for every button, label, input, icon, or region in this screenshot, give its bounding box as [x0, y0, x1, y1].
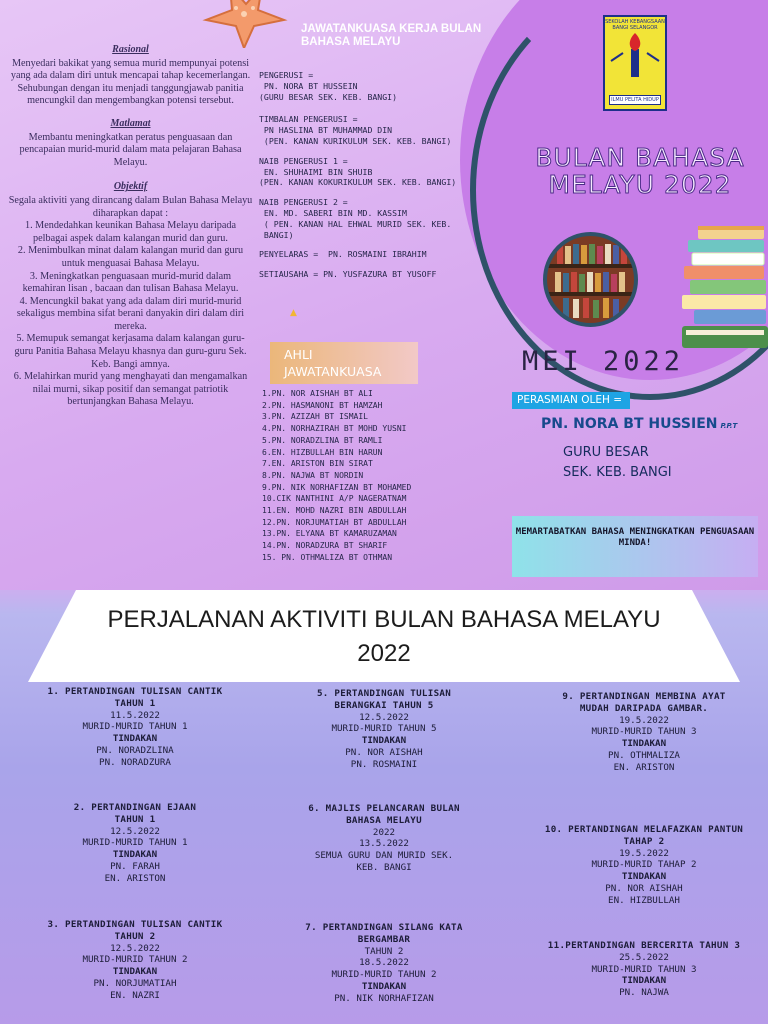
committee-block: PENYELARAS = PN. ROSMAINI IBRAHIM — [259, 249, 427, 260]
member-item: 15. PN. OTHMALIZA BT OTHMAN — [262, 552, 393, 562]
objektif-item: 6. Melahirkan murid yang menghayati dan mengamalkan nilai murni, sikap positif dan semangat patriotik bertunjangkan Bahasa Melayu. — [13, 371, 248, 408]
activity-tindakan: TINDAKAN — [621, 975, 667, 987]
book-stack-icon — [678, 222, 768, 352]
member-item: 2.PN. HASMANONI BT HAMZAH — [262, 400, 383, 410]
rasional-heading: Rasional — [112, 44, 149, 55]
activity-participants: MURID-MURID TAHUN 3 — [591, 963, 697, 975]
member-item: 5.PN. NORADZLINA BT RAMLI — [262, 435, 383, 445]
officiant-role — [563, 443, 672, 483]
activity-participants: MURID-MURID TAHUN 2 — [331, 969, 437, 981]
activity-date: 13.5.2022 — [359, 838, 409, 850]
committee-block: PENGERUSI = PN. NORA BT HUSSEIN (GURU BESAR SEK. KEB. BANGI) — [259, 70, 398, 102]
activity-tindakan: TINDAKAN — [361, 735, 407, 747]
officiant-name — [541, 416, 737, 432]
activity-tindakan: TINDAKAN — [112, 966, 158, 978]
logo-motto: ILMU PELITA HIDUP — [609, 95, 661, 105]
member-item: 4.PN. NORHAZIRAH BT MOHD YUSNI — [262, 424, 407, 434]
activity-tindakan: TINDAKAN — [112, 733, 158, 745]
activity-date: 12.5.2022 — [110, 825, 160, 837]
activity-staff: PN. NORADZURA — [99, 756, 171, 768]
matlamat-text: Membantu meningkatkan peratus penguasaan dan pencapaian murid-murid dalam mata pelajaran Bahasa Melayu. — [19, 131, 242, 168]
activity-participants: SEMUA GURU DAN MURID SEK. KEB. BANGI — [314, 850, 454, 873]
member-item: 8.PN. NAJWA BT NORDIN — [262, 470, 364, 480]
activity-date: 12.5.2022 — [110, 942, 160, 954]
starfish-icon — [196, 0, 292, 48]
activity-card — [524, 940, 764, 999]
member-item: 12.PN. NORJUMATIAH BT ABDULLAH — [262, 517, 407, 527]
activity-date: 11.5.2022 — [110, 709, 160, 721]
committee-block: NAIB PENGERUSI 1 = EN. SHUHAIMI BIN SHUIB (PEN. KANAN KOKURIKULUM SEK. KEB. BANGI) — [259, 155, 457, 188]
member-list — [262, 388, 411, 564]
activity-tindakan: TINDAKAN — [621, 871, 667, 883]
activity-date-pre: 2022 — [372, 826, 396, 838]
school-logo — [603, 15, 667, 111]
activity-staff: PN. NOR AISHAH — [605, 882, 683, 894]
member-item: 10.CIK NANTHINI A/P NAGERATNAM — [262, 494, 407, 504]
activity-participants: MURID-MURID TAHAP 2 — [591, 859, 697, 871]
activity-card — [15, 686, 255, 769]
activity-staff: EN. HIZBULLAH — [608, 894, 680, 906]
activity-staff: PN. OTHMALIZA — [608, 749, 680, 761]
activity-participants: MURID-MURID TAHUN 1 — [82, 721, 188, 733]
activity-title: 3. PERTANDINGAN TULISAN CANTIK TAHUN 2 — [47, 919, 223, 942]
objektif-item: 4. Mencungkil bakat yang ada dalam diri murid-murid sekaligus membina sifat berani danyakin diri dalam diri mereka. — [16, 295, 245, 332]
objektif-item: 5. Memupuk semangat kerjasama dalam kalangan guru-guru Panitia Bahasa Melayu khasnya dan guru-guru Sek. Keb. Bangi amnya. — [14, 333, 247, 370]
committee-block: NAIB PENGERUSI 2 = EN. MD. SABERI BIN MD. KASSIM ( PEN. KANAN HAL EHWAL MURID SEK. KEB. BANGI) — [259, 197, 452, 240]
activity-date: 25.5.2022 — [619, 951, 669, 963]
event-title: BULAN BAHASA MELAYU 2022 — [535, 143, 745, 199]
member-item: 7.EN. ARISTON BIN SIRAT — [262, 459, 373, 469]
activity-title: 10. PERTANDINGAN MELAFAZKAN PANTUN TAHAP 2 — [544, 824, 744, 847]
activity-title: 9. PERTANDINGAN MEMBINA AYAT MUDAH DARIPADA GAMBAR. — [562, 691, 726, 714]
objektif-item: 2. Menimbulkan minat dalam kalangan murid dan guru untuk menguasai Bahasa Melayu. — [17, 245, 244, 269]
activity-tindakan: TINDAKAN — [621, 738, 667, 750]
committee-block: SETIAUSAHA = PN. YUSFAZURA BT YUSOFF — [259, 269, 437, 280]
activity-staff: PN. NORADZLINA — [96, 744, 174, 756]
member-item: 1.PN. NOR AISHAH BT ALI — [262, 389, 373, 398]
activity-title: 1. PERTANDINGAN TULISAN CANTIK TAHUN 1 — [47, 686, 223, 709]
activity-staff: PN. NORJUMATIAH — [93, 977, 177, 989]
committee-block: TIMBALAN PENGERUSI = PN HASLINA BT MUHAMMAD DIN (PEN. KANAN KURIKULUM SEK. KEB. BANGI) — [259, 114, 452, 146]
activity-participants: MURID-MURID TAHUN 1 — [82, 837, 188, 849]
activity-date: 12.5.2022 — [359, 711, 409, 723]
ahli-label: AHLI JAWATANKUASA — [270, 342, 418, 384]
activity-card — [524, 691, 764, 774]
activity-title: 11.PERTANDINGAN BERCERITA TAHUN 3 — [547, 940, 741, 951]
matlamat-heading: Matlamat — [110, 117, 151, 129]
activity-staff: PN. NOR AISHAH — [345, 746, 423, 758]
activity-card — [524, 824, 764, 907]
member-item: 14.PN. NORADZURA BT SHARIF — [262, 541, 388, 551]
perasmian-label: PERASMIAN OLEH = — [512, 392, 630, 409]
activity-staff: PN. NAJWA — [619, 987, 669, 999]
activity-participants: MURID-MURID TAHUN 3 — [591, 726, 697, 738]
motto-box: MEMARTABATKAN BAHASA MENINGKATKAN PENGUASAAN MINDA! — [512, 516, 758, 577]
schedule-title: PERJALANAN AKTIVITI BULAN BAHASA MELAYU 2022 — [107, 606, 661, 667]
activity-tindakan: TINDAKAN — [112, 849, 158, 861]
activity-date-pre: TAHUN 2 — [364, 945, 404, 957]
activity-date: 19.5.2022 — [619, 847, 669, 859]
activity-staff: PN. FARAH — [110, 860, 160, 872]
event-month: MEI 2022 — [522, 346, 685, 377]
activity-card — [264, 688, 504, 771]
torch-icon — [605, 31, 665, 81]
activity-card — [264, 922, 504, 1005]
left-column — [8, 44, 253, 409]
activity-staff: EN. ARISTON — [104, 872, 166, 884]
activity-date: 19.5.2022 — [619, 714, 669, 726]
activity-participants: MURID-MURID TAHUN 2 — [82, 954, 188, 966]
committee-title: JAWATANKUASA KERJA BULAN BAHASA MELAYU — [301, 23, 482, 48]
activity-tindakan: TINDAKAN — [361, 980, 407, 992]
activity-title: 7. PERTANDINGAN SILANG KATA BERGAMBAR — [305, 922, 463, 945]
activity-card — [15, 919, 255, 1002]
member-item: 9.PN. NIK NORHAFIZAN BT MOHAMED — [262, 482, 412, 492]
activity-date: 18.5.2022 — [359, 957, 409, 969]
activity-card — [15, 802, 255, 885]
objektif-heading: Objektif — [113, 181, 148, 193]
activity-title: 2. PERTANDINGAN EJAAN TAHUN 1 — [73, 802, 197, 825]
role-line1: GURU BESAR — [563, 445, 649, 460]
officiant-suffix: P.P.T — [720, 422, 738, 430]
member-item: 13.PN. ELYANA BT KAMARUZAMAN — [262, 529, 397, 539]
member-item: 6.EN. HIZBULLAH BIN HARUN — [262, 447, 383, 457]
bookshelf-image — [543, 232, 638, 327]
rasional-text: Menyedari bakikat yang semua murid mempunyai potensi yang ada dalam diri untuk mencapai tahap kecemerlangan. Sehubungan dengan itu menjadi tanggungjawab panitia mencungkil dan mengembangkan potensi tersebut. — [10, 57, 251, 107]
officiant-name-text: PN. NORA BT HUSSIEN — [541, 416, 718, 432]
member-item: 3.PN. AZIZAH BT ISMAIL — [262, 412, 368, 422]
activity-participants: MURID-MURID TAHUN 5 — [331, 723, 437, 735]
role-line2: SEK. KEB. BANGI — [563, 465, 672, 480]
activity-staff: PN. NIK NORHAFIZAN — [334, 992, 434, 1004]
objektif-item: 1. Mendedahkan keunikan Bahasa Melayu daripada pelbagai aspek dalam kalangan murid dan guru. — [24, 220, 237, 244]
objektif-item: 3. Meningkatkan penguasaan murid-murid dalam kemahiran lisan , bacaan dan tulisan Bahasa Melayu. — [22, 270, 239, 295]
activity-title: 5. PERTANDINGAN TULISAN BERANGKAI TAHUN 5 — [316, 688, 452, 711]
logo-school-name: SEKOLAH KEBANGSAAN BANGI SELANGOR — [605, 19, 665, 31]
triangle-icon: ▲ — [290, 308, 297, 318]
activity-staff: EN. NAZRI — [110, 989, 160, 1001]
committee-list — [259, 70, 509, 289]
member-item: 11.EN. MOHD NAZRI BIN ABDULLAH — [262, 506, 407, 516]
activity-staff: PN. ROSMAINI — [350, 758, 418, 770]
activity-title: 6. MAJLIS PELANCARAN BULAN BAHASA MELAYU — [308, 803, 460, 826]
activity-staff: EN. ARISTON — [613, 761, 675, 773]
objektif-intro: Segala aktiviti yang dirancang dalam Bulan Bahasa Melayu diharapkan dapat : — [8, 194, 253, 219]
activity-card — [264, 803, 504, 874]
